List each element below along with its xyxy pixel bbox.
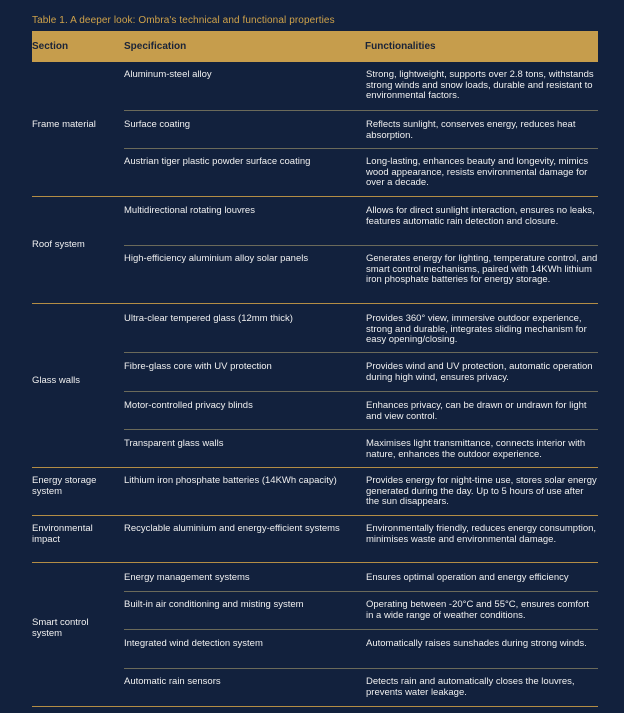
row-divider bbox=[124, 352, 598, 353]
func-cell: Operating between -20°C and 55°C, ensures comfort in a wide range of weather conditions. bbox=[366, 599, 590, 621]
table-header bbox=[32, 31, 598, 62]
func-cell: Allows for direct sunlight interaction, ensures no leaks, features automatic rain detection and closure. bbox=[366, 205, 595, 227]
header-functionalities: Functionalities bbox=[365, 41, 436, 52]
func-cell: Enhances privacy, can be drawn or undrawn for light and view control. bbox=[366, 400, 587, 422]
section-smart-control: Smart control system bbox=[32, 617, 89, 639]
spec-cell: Lithium iron phosphate batteries (14KWh capacity) bbox=[124, 475, 337, 486]
spec-cell: High-efficiency aluminium alloy solar panels bbox=[124, 253, 309, 264]
func-cell: Long-lasting, enhances beauty and longevity, mimics wood appearance, resists environmental damage for over a decade. bbox=[366, 156, 589, 188]
func-cell: Maximises light transmittance, connects interior with nature, enhances the outdoor experience. bbox=[366, 438, 586, 460]
section-divider bbox=[32, 706, 598, 707]
spec-cell: Built-in air conditioning and misting system bbox=[124, 599, 304, 610]
spec-cell: Automatic rain sensors bbox=[124, 676, 221, 687]
func-cell: Strong, lightweight, supports over 2.8 tons, withstands strong winds and snow loads, durable and resistant to environmental factors. bbox=[366, 69, 594, 101]
section-energy-storage: Energy storage system bbox=[32, 475, 97, 497]
section-divider bbox=[32, 467, 598, 468]
spec-cell: Austrian tiger plastic powder surface coating bbox=[124, 156, 311, 167]
spec-cell: Multidirectional rotating louvres bbox=[124, 205, 255, 216]
spec-cell: Ultra-clear tempered glass (12mm thick) bbox=[124, 313, 293, 324]
row-divider bbox=[124, 391, 598, 392]
spec-cell: Aluminum-steel alloy bbox=[124, 69, 212, 80]
func-cell: Provides energy for night-time use, stores solar energy generated during the day. Up to 5 hours of use after the sun disappears. bbox=[366, 475, 597, 507]
section-divider bbox=[32, 562, 598, 563]
func-cell: Provides 360° view, immersive outdoor experience, strong and durable, integrates sliding mechanism for easy opening/closing. bbox=[366, 313, 587, 345]
section-frame-material: Frame material bbox=[32, 119, 96, 130]
spec-cell: Recyclable aluminium and energy-efficient systems bbox=[124, 523, 340, 534]
section-glass-walls: Glass walls bbox=[32, 375, 81, 386]
func-cell: Reflects sunlight, conserves energy, reduces heat absorption. bbox=[366, 119, 576, 141]
section-divider bbox=[32, 303, 598, 304]
section-divider bbox=[32, 515, 598, 516]
func-cell: Generates energy for lighting, temperature control, and smart control mechanisms, paired with 14KWh lithium iron phosphate batteries for energy storage. bbox=[366, 253, 598, 285]
func-cell: Detects rain and automatically closes the louvres, prevents water leakage. bbox=[366, 676, 575, 698]
func-cell: Automatically raises sunshades during strong winds. bbox=[366, 638, 587, 649]
spec-cell: Integrated wind detection system bbox=[124, 638, 263, 649]
row-divider bbox=[124, 591, 598, 592]
row-divider bbox=[124, 148, 598, 149]
table-title: Table 1. A deeper look: Ombra's technical and functional properties bbox=[32, 15, 335, 26]
spec-cell: Fibre-glass core with UV protection bbox=[124, 361, 272, 372]
func-cell: Environmentally friendly, reduces energy consumption, minimises waste and environmental damage. bbox=[366, 523, 597, 545]
header-section: Section bbox=[32, 41, 69, 52]
row-divider bbox=[124, 245, 598, 246]
section-roof-system: Roof system bbox=[32, 239, 85, 250]
row-divider bbox=[124, 668, 598, 669]
spec-cell: Energy management systems bbox=[124, 572, 250, 583]
spec-cell: Motor-controlled privacy blinds bbox=[124, 400, 253, 411]
func-cell: Ensures optimal operation and energy efficiency bbox=[366, 572, 569, 583]
spec-cell: Surface coating bbox=[124, 119, 191, 130]
func-cell: Provides wind and UV protection, automatic operation during high wind, ensures privacy. bbox=[366, 361, 593, 383]
row-divider bbox=[124, 429, 598, 430]
section-divider bbox=[32, 196, 598, 197]
section-environmental-impact: Environmental impact bbox=[32, 523, 93, 545]
row-divider bbox=[124, 110, 598, 111]
header-specification: Specification bbox=[124, 41, 187, 52]
spec-cell: Transparent glass walls bbox=[124, 438, 224, 449]
row-divider bbox=[124, 629, 598, 630]
